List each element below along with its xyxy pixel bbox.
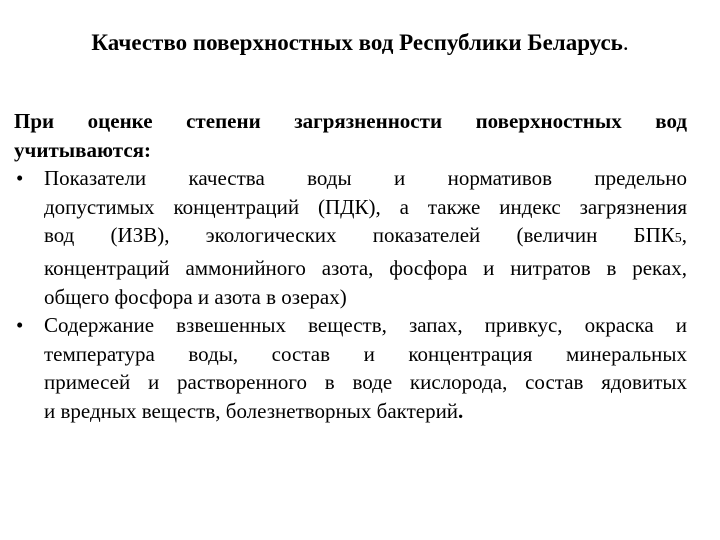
bullet-1-line-3-comma: , (681, 223, 687, 248)
slide-title (0, 28, 720, 58)
bullet-item-1 (14, 164, 687, 311)
bullet-1-line-5: общего фосфора и азота в озерах) (44, 284, 347, 309)
intro-line-1: При оценке степени загрязненности поверхностных вод (14, 109, 687, 133)
bullet-2-end-mark: . (458, 398, 464, 423)
bullet-item-2 (14, 311, 687, 425)
intro-paragraph (14, 107, 687, 164)
bullet-1-line-1: Показатели качества воды и нормативов предельно (44, 166, 687, 191)
slide-body (14, 107, 687, 426)
bullet-2-line-4 (44, 397, 687, 426)
bullet-2-line-2: температура воды, состав и концентрация минеральных (44, 341, 687, 366)
bullet-1-line-4: концентраций аммонийного азота, фосфора и нитратов в реках, (44, 255, 687, 280)
slide-title-period: . (622, 30, 629, 55)
bullet-2-line-4-text: и вредных веществ, болезнетворных бактерий (44, 398, 459, 423)
bullet-1-line-2: допустимых концентраций (ПДК), а также индекс загрязнения (44, 194, 687, 219)
bullet-marker: • (16, 166, 24, 191)
bod-subscript: 5 (674, 231, 682, 247)
bullet-1-line-3 (44, 221, 687, 254)
bullet-marker: • (16, 313, 24, 338)
bullet-list (14, 164, 687, 425)
slide-title-text: Качество поверхностных вод Республики Беларусь (91, 30, 623, 55)
intro-line-2: учитываются: (14, 137, 152, 162)
bullet-2-line-3: примесей и растворенного в воде кислорода, состав ядовитых (44, 370, 687, 395)
bullet-2-line-1: Содержание взвешенных веществ, запах, привкус, окраска и (44, 313, 687, 338)
bullet-1-line-3-text: вод (ИЗВ), экологических показателей (величин БПК (44, 223, 675, 248)
